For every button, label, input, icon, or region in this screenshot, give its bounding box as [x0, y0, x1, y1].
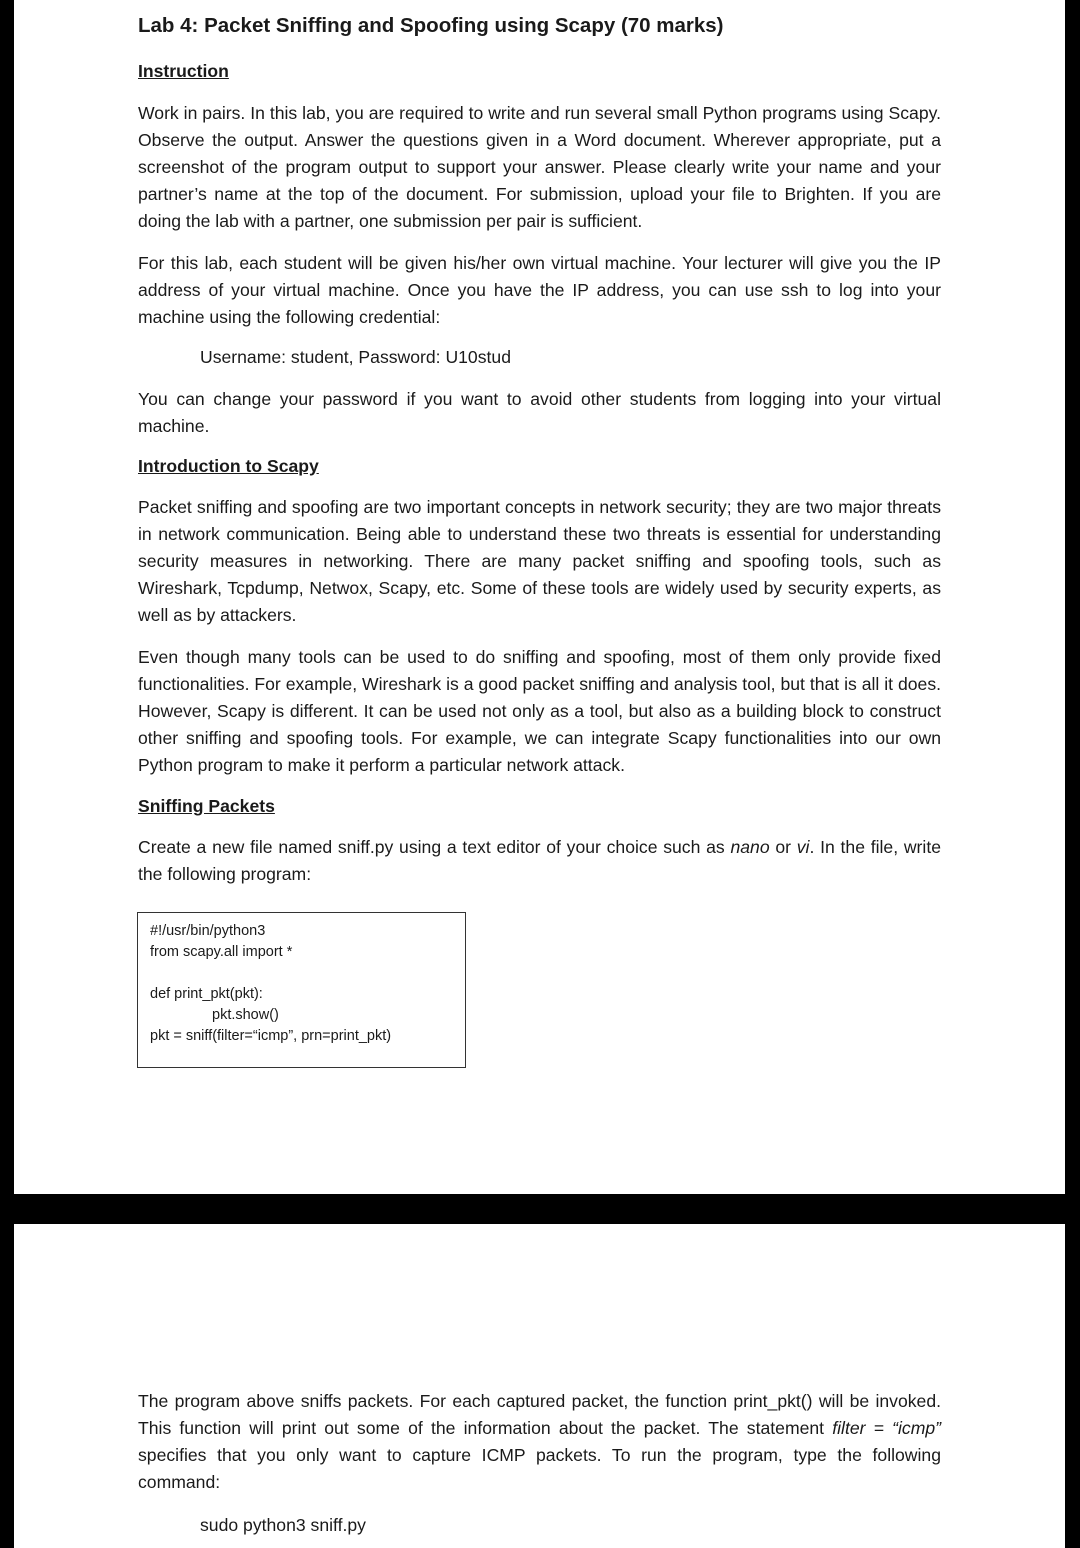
- program-explanation-paragraph: The program above sniffs packets. For each captured packet, the function print_pkt() will be invoked. This function will print out some of the information about the packet. The statement filter = “icmp” specifies that you only want to capture ICMP packets. To run the program, type the following command:: [138, 1391, 941, 1492]
- nano-text: nano: [730, 837, 770, 857]
- sniffing-paragraph: Create a new file named sniff.py using a text editor of your choice such as nano or vi. In the file, write the following program:: [138, 837, 941, 884]
- sniffing-heading: Sniffing Packets: [138, 796, 275, 816]
- code-box: [137, 912, 466, 1068]
- code-line-3: def print_pkt(pkt):: [150, 986, 263, 1002]
- instruction-heading: Instruction: [138, 61, 229, 81]
- code-line-5: pkt = sniff(filter=“icmp”, prn=print_pkt): [150, 1028, 392, 1044]
- intro-paragraph-1: Packet sniffing and spoofing are two important concepts in network security; they are two major threats in network communication. Being able to understand these two threats is essential for understanding security measures in networking. There are many packet sniffing and spoofing tools, such as Wireshark, Tcpdump, Netwox, Scapy, etc. Some of these tools are widely used by security experts, as well as by attackers.: [138, 497, 941, 625]
- page-title: Lab 4: Packet Sniffing and Spoofing using Scapy (70 marks): [138, 14, 724, 37]
- instruction-paragraph-3: You can change your password if you want to avoid other students from logging into your virtual machine.: [138, 389, 941, 436]
- code-line-2: from scapy.all import *: [150, 944, 293, 960]
- document-page-1: [14, 0, 1065, 1194]
- run-command: sudo python3 sniff.py: [200, 1515, 366, 1535]
- vi-text: vi: [796, 837, 810, 857]
- instruction-paragraph-2: For this lab, each student will be given his/her own virtual machine. Your lecturer will give you the IP address of your virtual machine. Once you have the IP address, you can use ssh to log into your machine using the following credential:: [138, 253, 941, 327]
- document-page-2: [14, 1224, 1065, 1548]
- intro-heading: Introduction to Scapy: [138, 456, 319, 476]
- code-line-4: pkt.show(): [212, 1007, 279, 1023]
- instruction-paragraph-1: Work in pairs. In this lab, you are required to write and run several small Python programs using Scapy. Observe the output. Answer the questions given in a Word document. Wherever appropriate, put a screenshot of the program output to support your answer. Please clearly write your name and your partner’s name at the top of the document. For submission, upload your file to Brighten. If you are doing the lab with a partner, one submission per pair is sufficient.: [138, 103, 941, 231]
- code-line-1: #!/usr/bin/python3: [150, 923, 266, 939]
- credential-line: Username: student, Password: U10stud: [200, 347, 511, 367]
- intro-paragraph-2: Even though many tools can be used to do sniffing and spoofing, most of them only provide fixed functionalities. For example, Wireshark is a good packet sniffing and analysis tool, but that is all it does. However, Scapy is different. It can be used not only as a tool, but also as a building block to construct other sniffing and spoofing tools. For example, we can integrate Scapy functionalities into our own Python program to make it perform a particular network attack.: [138, 647, 941, 775]
- filter-expression: filter = “icmp”: [832, 1418, 941, 1438]
